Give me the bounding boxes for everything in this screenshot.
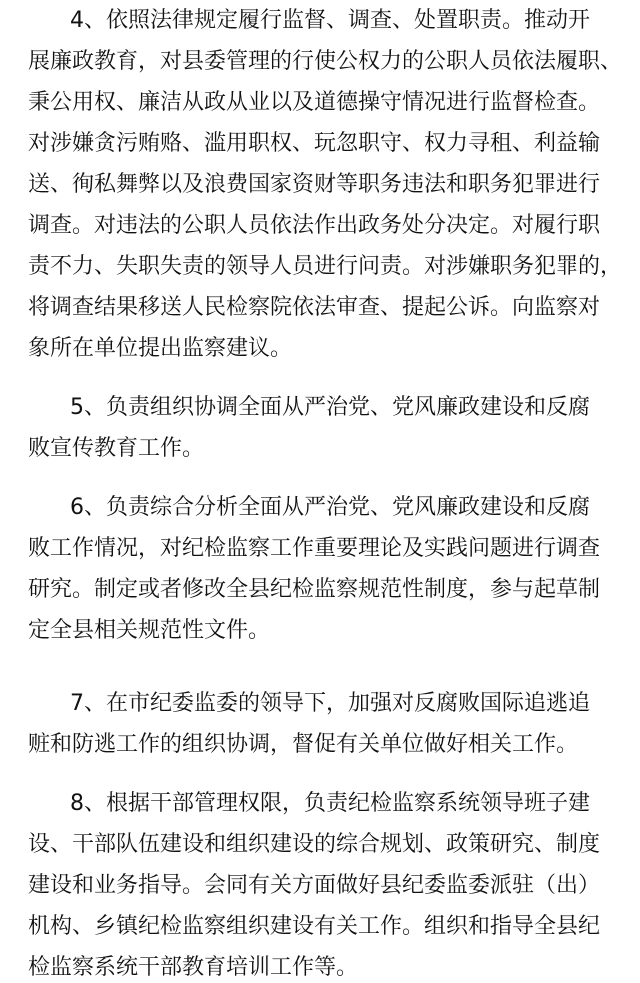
paragraph-6-line-3: 研究。制定或者修改全县纪检监察规范性制度，参与起草制 — [28, 577, 601, 602]
paragraph-8-line-3: 建设和业务指导。会同有关方面做好县纪委监委派驻（出） — [28, 873, 601, 898]
paragraph-4-line-1: 4、依照法律规定履行监督、调查、处置职责。推动开 — [70, 8, 590, 33]
paragraph-5-line-1: 5、负责组织协调全面从严治党、党风廉政建设和反腐 — [70, 395, 590, 420]
paragraph-4-line-5: 送、徇私舞弊以及浪费国家资财等职务违法和职务犯罪进行 — [28, 172, 601, 197]
paragraph-6-line-2: 败工作情况，对纪检监察工作重要理论及实践问题进行调查 — [28, 536, 601, 561]
paragraph-7-line-1: 7、在市纪委监委的领导下，加强对反腐败国际追逃追 — [70, 691, 590, 716]
paragraph-4-line-4: 对涉嫌贪污贿赂、滥用职权、玩忽职守、权力寻租、利益输 — [28, 131, 601, 156]
paragraph-6-line-1: 6、负责综合分析全面从严治党、党风廉政建设和反腐 — [70, 495, 590, 520]
paragraph-4-line-8: 将调查结果移送人民检察院依法审查、提起公诉。向监察对 — [28, 295, 601, 320]
paragraph-6-line-4: 定全县相关规范性文件。 — [28, 618, 271, 643]
paragraph-8-line-2: 设、干部队伍建设和组织建设的综合规划、政策研究、制度 — [28, 832, 601, 857]
paragraph-8-line-1: 8、根据干部管理权限，负责纪检监察系统领导班子建 — [70, 791, 590, 816]
paragraph-4-line-7: 责不力、失职失责的领导人员进行问责。对涉嫌职务犯罪的， — [28, 254, 623, 279]
paragraph-7-line-2: 赃和防逃工作的组织协调，督促有关单位做好相关工作。 — [28, 732, 579, 757]
paragraph-4-line-6: 调查。对违法的公职人员依法作出政务处分决定。对履行职 — [28, 213, 601, 238]
paragraph-4-line-2: 展廉政教育，对县委管理的行使公权力的公职人员依法履职、 — [28, 49, 623, 74]
paragraph-4-line-3: 秉公用权、廉洁从政从业以及道德操守情况进行监督检查。 — [28, 90, 601, 115]
paragraph-8-line-5: 检监察系统干部教育培训工作等。 — [28, 955, 359, 980]
paragraph-5-line-2: 败宣传教育工作。 — [28, 436, 205, 461]
paragraph-4-line-9: 象所在单位提出监察建议。 — [28, 336, 293, 361]
paragraph-8-line-4: 机构、乡镇纪检监察组织建设有关工作。组织和指导全县纪 — [28, 914, 601, 939]
